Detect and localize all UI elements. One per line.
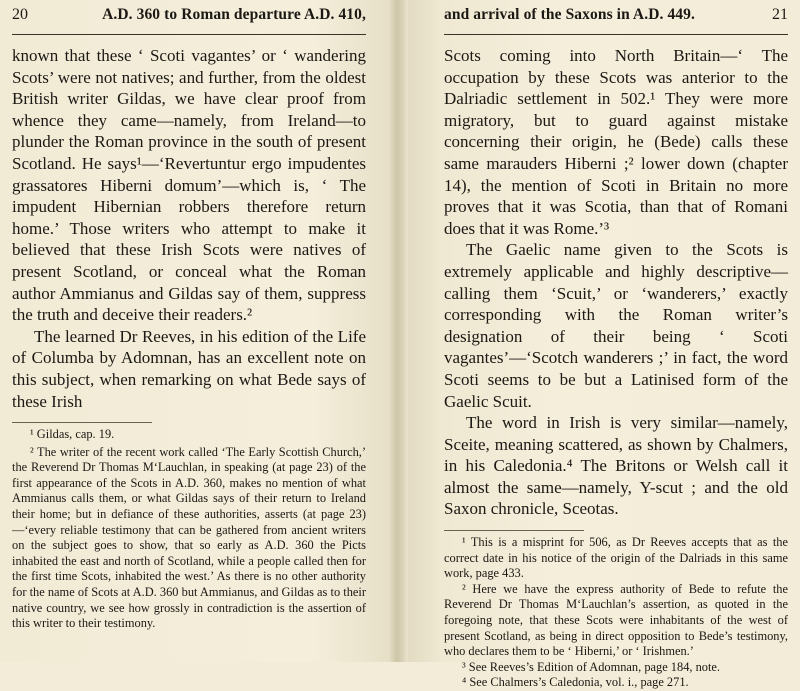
left-paragraph-2: The learned Dr Reeves, in his edition of the Life of Columba by Adomnan, has an excellent note on this subject, when remarking on what Bede says of these Irish [12, 326, 366, 411]
right-page [392, 0, 800, 690]
right-footnote-4: ⁴ See Chalmers’s Caledonia, vol. i., page 271. [462, 675, 689, 690]
left-running-head [12, 6, 366, 30]
left-body-text [12, 45, 366, 412]
left-page-number: 20 [12, 6, 28, 23]
right-body-text [444, 45, 788, 520]
right-header-rule [444, 34, 788, 35]
right-footnote-rule [444, 530, 584, 531]
right-paragraph-3: The word in Irish is very similar—namely, Sceite, meaning scattered, as shown by Chalmers, in his Caledonia.⁴ The Britons or Welsh call it almost the same—namely, Y-scut ; and the old Saxon chronicle, Sceotas. [444, 413, 788, 519]
left-footnote-1: ¹ Gildas, cap. 19. [30, 427, 115, 442]
right-footnote-1: ¹ This is a misprint for 506, as Dr Reeves accepts that as the correct date in his notice of the origin of the Dalriads in this same work, page 433. [444, 535, 788, 581]
right-footnotes [444, 535, 788, 691]
right-running-head [444, 6, 788, 30]
right-paragraph-2: The Gaelic name given to the Scots is extremely applicable and highly descriptive—calling them ‘Scuit,’ or ‘wanderers,’ exactly corresponding with the Roman writer’s designation of their being ‘ Scoti vagantes’—‘Scotch wanderers ;’ in fact, the word Scoti seems to be but a Latinised form of the Gaelic Scuit. [444, 240, 788, 411]
right-running-head-title: and arrival of the Saxons in A.D. 449. [444, 6, 695, 23]
right-page-number: 21 [772, 6, 788, 23]
left-footnote-2: ² The writer of the recent work called ‘The Early Scottish Church,’ the Reverend Dr Thomas M‘Lauchlan, in speaking (at page 23) of the first appearance of the Scots in A.D. 360, makes no mention of what Ammianus calls them, or what Gildas says of their return to Ireland their home; but in defiance of these authorities, asserts (at page 23)—‘every reliable testimony that can be gathered from ancient writers on the subject goes to show, that so early as A.D. 360 the Picts inhabited the east and north of Scotland, while a people called then for the first time Scots, inhabited the west.’ As there is no other authority for the name of Scots at A.D. 360 but Ammianus, and Gildas as to their native country, we see how grossly in contradiction is the assertion of this writer to their testimony. [12, 444, 366, 631]
left-page [0, 0, 392, 662]
left-footnote-rule [12, 422, 152, 423]
book-gutter [388, 0, 408, 662]
right-paragraph-1: Scots coming into North Britain—‘ The occupation by these Scots was anterior to the Dalriadic settlement in 502.¹ They were more migratory, but to guard against mistake concerning their origin, he (Bede) calls these same marauders Hiberni ;² lower down (chapter 14), the mention of Scoti in Britain no more proves that it was Scotia, than that of Romani does that it was Rome.’³ [444, 46, 788, 238]
left-running-head-title: A.D. 360 to Roman departure A.D. 410, [102, 6, 366, 23]
right-footnote-2: ² Here we have the express authority of Bede to refute the Reverend Dr Thomas M‘Lauchlan’s assertion, as quoted in the foregoing note, that these Scots were inhabitants of the west of present Scotland, as being in direct opposition to Bede’s testimony, who declares them to be ‘ Hiberni,’ or ‘ Irishmen.’ [444, 581, 788, 659]
right-footnote-3: ³ See Reeves’s Edition of Adomnan, page 184, note. [462, 659, 721, 674]
left-paragraph-1: known that these ‘ Scoti vagantes’ or ‘ wandering Scots’ were not natives; and further, from the oldest British writer Gildas, we have clear proof from whence they came—namely, from Ireland—to plunder the Roman province in the south of present Scotland. He says¹—‘Revertuntur ergo impudentes grassatores Hiberni domum’—which is, ‘ The impudent Hibernian robbers therefore return home.’ Those writers who attempt to make it believed that these Irish Scots were natives of present Scotland, or conceal what the Roman author Ammianus and Gildas say of them, suppress the truth and deceive their readers.² [12, 46, 366, 325]
left-footnotes [12, 427, 366, 632]
left-header-rule [12, 34, 366, 35]
